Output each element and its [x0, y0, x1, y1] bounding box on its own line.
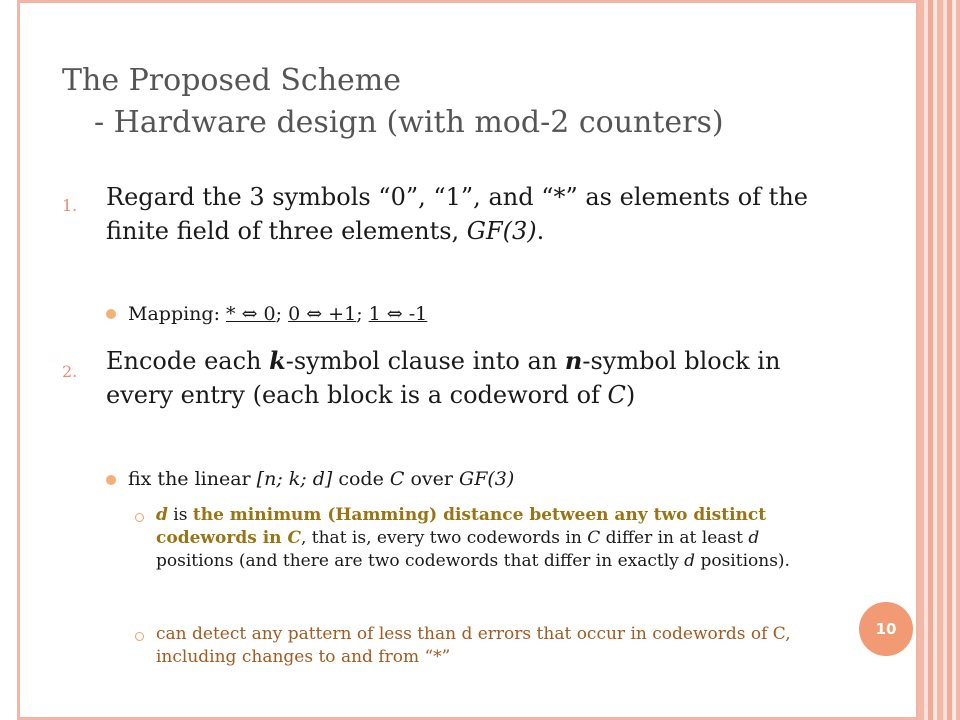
mapping-one: 1 ⇔ -1 — [368, 303, 428, 325]
def-d3: d — [684, 551, 696, 571]
hamming-distance-definition — [156, 504, 816, 573]
item-2-text-d: ) — [625, 381, 636, 409]
error-detection-note: can detect any pattern of less than d errors that occur in codewords of C, including changes to and from “*” — [156, 624, 791, 667]
sub-sub-bullet-1 — [135, 513, 144, 522]
item-1-number: 1. — [62, 196, 78, 215]
code-line-b: code — [332, 468, 390, 490]
item-1-text-b: . — [536, 217, 545, 245]
def-d2: d — [748, 528, 760, 548]
item-1-field: GF(3) — [466, 217, 537, 245]
def-bold: the minimum (Hamming) distance between any two distinct codewords in — [156, 505, 767, 548]
def-rest-4: positions). — [695, 551, 790, 571]
sub-sub-bullet-2 — [135, 632, 144, 641]
item-2-k: k — [269, 346, 286, 375]
mapping-zero: 0 ⇔ +1 — [288, 303, 357, 325]
mapping-prefix: Mapping: — [128, 303, 227, 325]
top-border-line — [17, 0, 925, 3]
def-rest-3: positions (and there are two codewords that differ in exactly — [156, 551, 685, 571]
item-1-sub-bullet — [106, 309, 116, 319]
code-line-d: over — [404, 468, 460, 490]
item-1-text-a: Regard the 3 symbols “0”, “1”, and “*” as elements of the finite field of three elements, — [106, 183, 808, 245]
item-2-text-b: -symbol clause into an — [285, 347, 565, 375]
mapping-star: * ⇔ 0 — [226, 303, 276, 325]
left-border-line — [17, 0, 20, 720]
item-2-code-line — [128, 467, 768, 491]
code-field: GF(3) — [459, 468, 515, 490]
slide-title — [62, 60, 882, 144]
item-2-c: C — [607, 381, 626, 409]
item-1-text — [106, 180, 826, 248]
item-2-text — [106, 344, 826, 412]
def-rest-1: , that is, every two codewords in — [300, 528, 588, 548]
mapping-sep-1: ; — [275, 303, 289, 325]
code-params: [n; k; d] — [256, 468, 333, 490]
code-line-a: fix the linear — [128, 468, 257, 490]
title-line-1: The Proposed Scheme — [62, 63, 401, 98]
mapping-sep-2: ; — [356, 303, 369, 325]
item-2-n: n — [564, 346, 583, 375]
item-1-mapping — [128, 302, 728, 326]
item-2-text-c: -symbol block in every entry (each block is a codeword of — [106, 347, 781, 409]
def-d: d — [156, 505, 168, 525]
title-line-2: - Hardware design (with mod-2 counters) — [94, 105, 724, 140]
def-is: is — [167, 505, 193, 525]
def-c2: C — [587, 528, 601, 548]
item-2-text-a: Encode each — [106, 347, 270, 375]
item-2-sub-bullet — [106, 475, 116, 485]
def-rest-2: differ in at least — [600, 528, 749, 548]
def-c: C — [287, 528, 301, 548]
item-2-number: 2. — [62, 362, 78, 381]
right-decorative-stripes — [918, 0, 960, 720]
page-number-badge: 10 — [859, 602, 913, 656]
code-c: C — [389, 468, 405, 490]
